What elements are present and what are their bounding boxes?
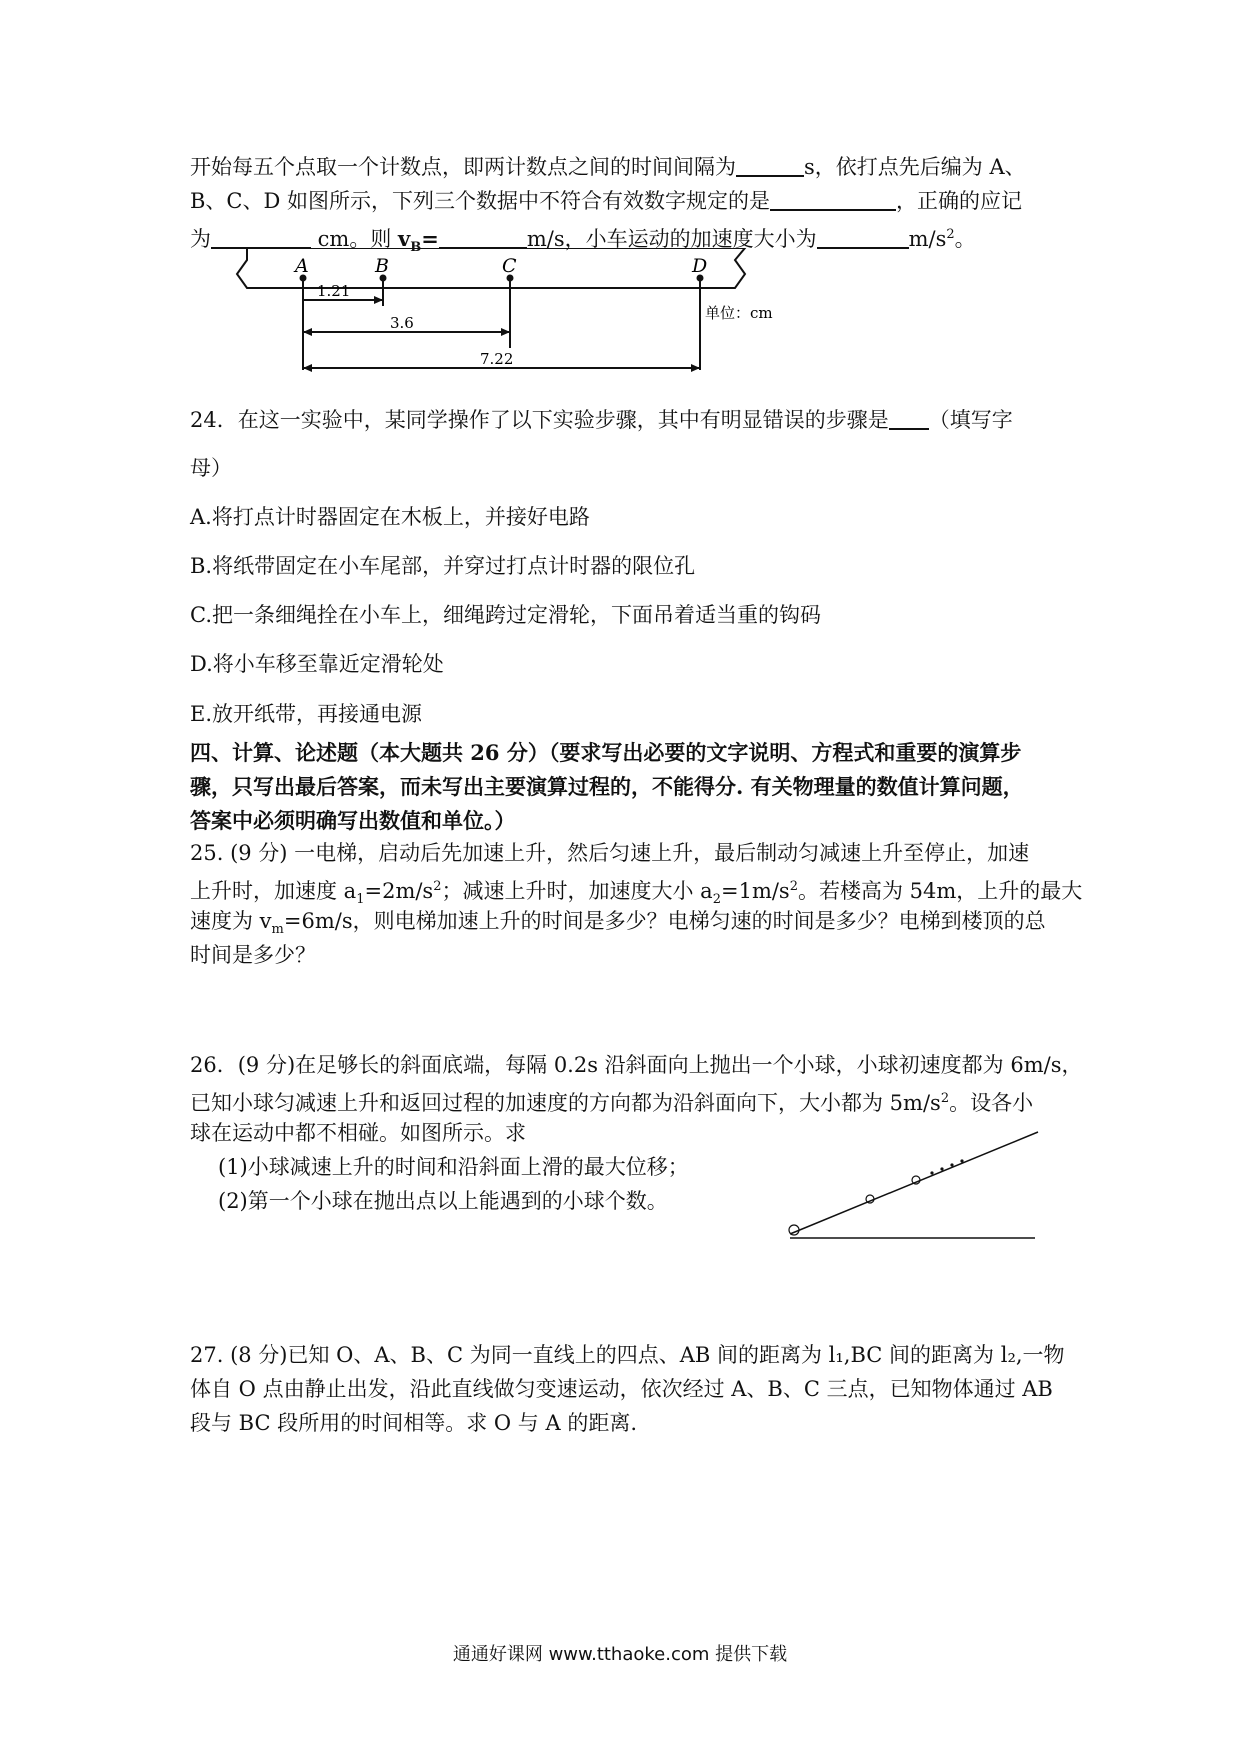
arrow-ac-right — [501, 328, 510, 336]
ball — [960, 1159, 963, 1162]
q26-sub-1: (1)小球减速上升的时间和沿斜面上滑的最大位移； — [218, 1155, 689, 1179]
incline-diagram — [770, 1120, 1070, 1250]
q24-option-e: E.放开纸带，再接通电源 — [190, 702, 423, 726]
q24-option-a: A.将打点计时器固定在木板上，并接好电路 — [190, 505, 590, 529]
ball — [950, 1163, 953, 1166]
section4-heading-3: 答案中必须明确写出数值和单位。） — [190, 808, 516, 833]
answer-blank-q24[interactable] — [889, 406, 929, 430]
arrow-ab — [374, 296, 383, 304]
arrow-ad-right — [691, 364, 700, 372]
tape-point-label-c: C — [502, 255, 517, 277]
q23-line-1: 开始每五个点取一个计数点，即两计数点之间的时间间隔为 s，依打点先后编为 A、 — [190, 155, 1026, 179]
tape-point-label-b: B — [375, 255, 389, 277]
q24-option-b: B.将纸带固定在小车尾部，并穿过打点计时器的限位孔 — [190, 554, 696, 578]
paper-tape — [237, 248, 745, 288]
q23-line-2: B、C、D 如图所示，下列三个数据中不符合有效数字规定的是 ，正确的应记 — [190, 189, 1023, 213]
q27-line-3: 段与 BC 段所用的时间相等。求 O 与 A 的距离. — [190, 1411, 637, 1435]
label-d-ac: 3.6 — [390, 314, 414, 332]
label-d-ab: 1.21 — [317, 282, 351, 300]
q27-line-2: 体自 O 点由静止出发，沿此直线做匀变速运动，依次经过 A、B、C 三点，已知物体通过 AB — [190, 1377, 1053, 1401]
ticker-tape-diagram — [235, 248, 785, 378]
page-footer: 通通好课网 www.tthaoke.com 提供下载 — [452, 1644, 788, 1665]
q26-sub-2: (2)第一个小球在抛出点以上能遇到的小球个数。 — [218, 1189, 668, 1213]
q24-stem-1: 24．在这一实验中，某同学操作了以下实验步骤，其中有明显错误的步骤是 （填写字 — [190, 408, 1013, 432]
tape-point-label-a: A — [295, 255, 309, 277]
q25-line-2: 上升时，加速度 $a_1=2m/s^2$；减速上升时，加速度大小 $a_2=1m/s^2$。若楼高为 54m，上升的最大 — [190, 879, 1083, 908]
arrow-ac-left — [303, 328, 312, 336]
answer-blank-acceleration[interactable] — [817, 225, 909, 249]
answer-blank-invalid-data[interactable] — [770, 187, 896, 211]
answer-blank-vb[interactable] — [439, 225, 527, 249]
label-unit: 单位：cm — [705, 304, 773, 322]
ball — [789, 1225, 799, 1235]
q25-line-1: 25. (9 分) 一电梯，启动后先加速上升，然后匀速上升，最后制动匀减速上升至停止，加速 — [190, 841, 1030, 865]
ball — [930, 1171, 933, 1174]
q24-option-d: D.将小车移至靠近定滑轮处 — [190, 652, 444, 676]
section4-heading-2: 骤，只写出最后答案，而未写出主要演算过程的，不能得分. 有关物理量的数值计算问题， — [190, 774, 1024, 799]
q26-line-3: 球在运动中都不相碰。如图所示。求 — [190, 1121, 526, 1145]
ball — [940, 1167, 943, 1170]
label-d-ad: 7.22 — [480, 350, 514, 368]
answer-blank-correct-value[interactable] — [211, 225, 311, 249]
q24-stem-2: 母） — [190, 456, 232, 480]
section4-heading-1: 四、计算、论述题（本大题共 26 分）（要求写出必要的文字说明、方程式和重要的演算步 — [190, 740, 1022, 765]
q26-line-2: 已知小球匀减速上升和返回过程的加速度的方向都为沿斜面向下，大小都为 $5m/s^2$。设各小 — [190, 1091, 1034, 1115]
answer-blank-interval[interactable] — [736, 153, 804, 177]
q26-line-1: 26．(9 分)在足够长的斜面底端，每隔 0.2s 沿斜面向上抛出一个小球，小球初速度都为 6m/s， — [190, 1053, 1083, 1077]
q25-line-4: 时间是多少？ — [190, 943, 316, 967]
q27-line-1: 27. (8 分)已知 O、A、B、C 为同一直线上的四点、AB 间的距离为 l₁,BC 间的距离为 l₂,一物 — [190, 1343, 1065, 1367]
q25-line-3: 速度为 $v_m=6m/s$，则电梯加速上升的时间是多少？电梯匀速的时间是多少？电梯到楼顶的总 — [190, 909, 1046, 938]
tape-point-label-d: D — [692, 255, 708, 277]
q23-line-3: 为 cm。则 $v_B= m/s$，小车运动的加速度大小为 $m/s^2$。 — [190, 226, 976, 256]
q24-option-c: C.把一条细绳拴在小车上，细绳跨过定滑轮，下面吊着适当重的钩码 — [190, 603, 821, 627]
arrow-ad-left — [303, 364, 312, 372]
